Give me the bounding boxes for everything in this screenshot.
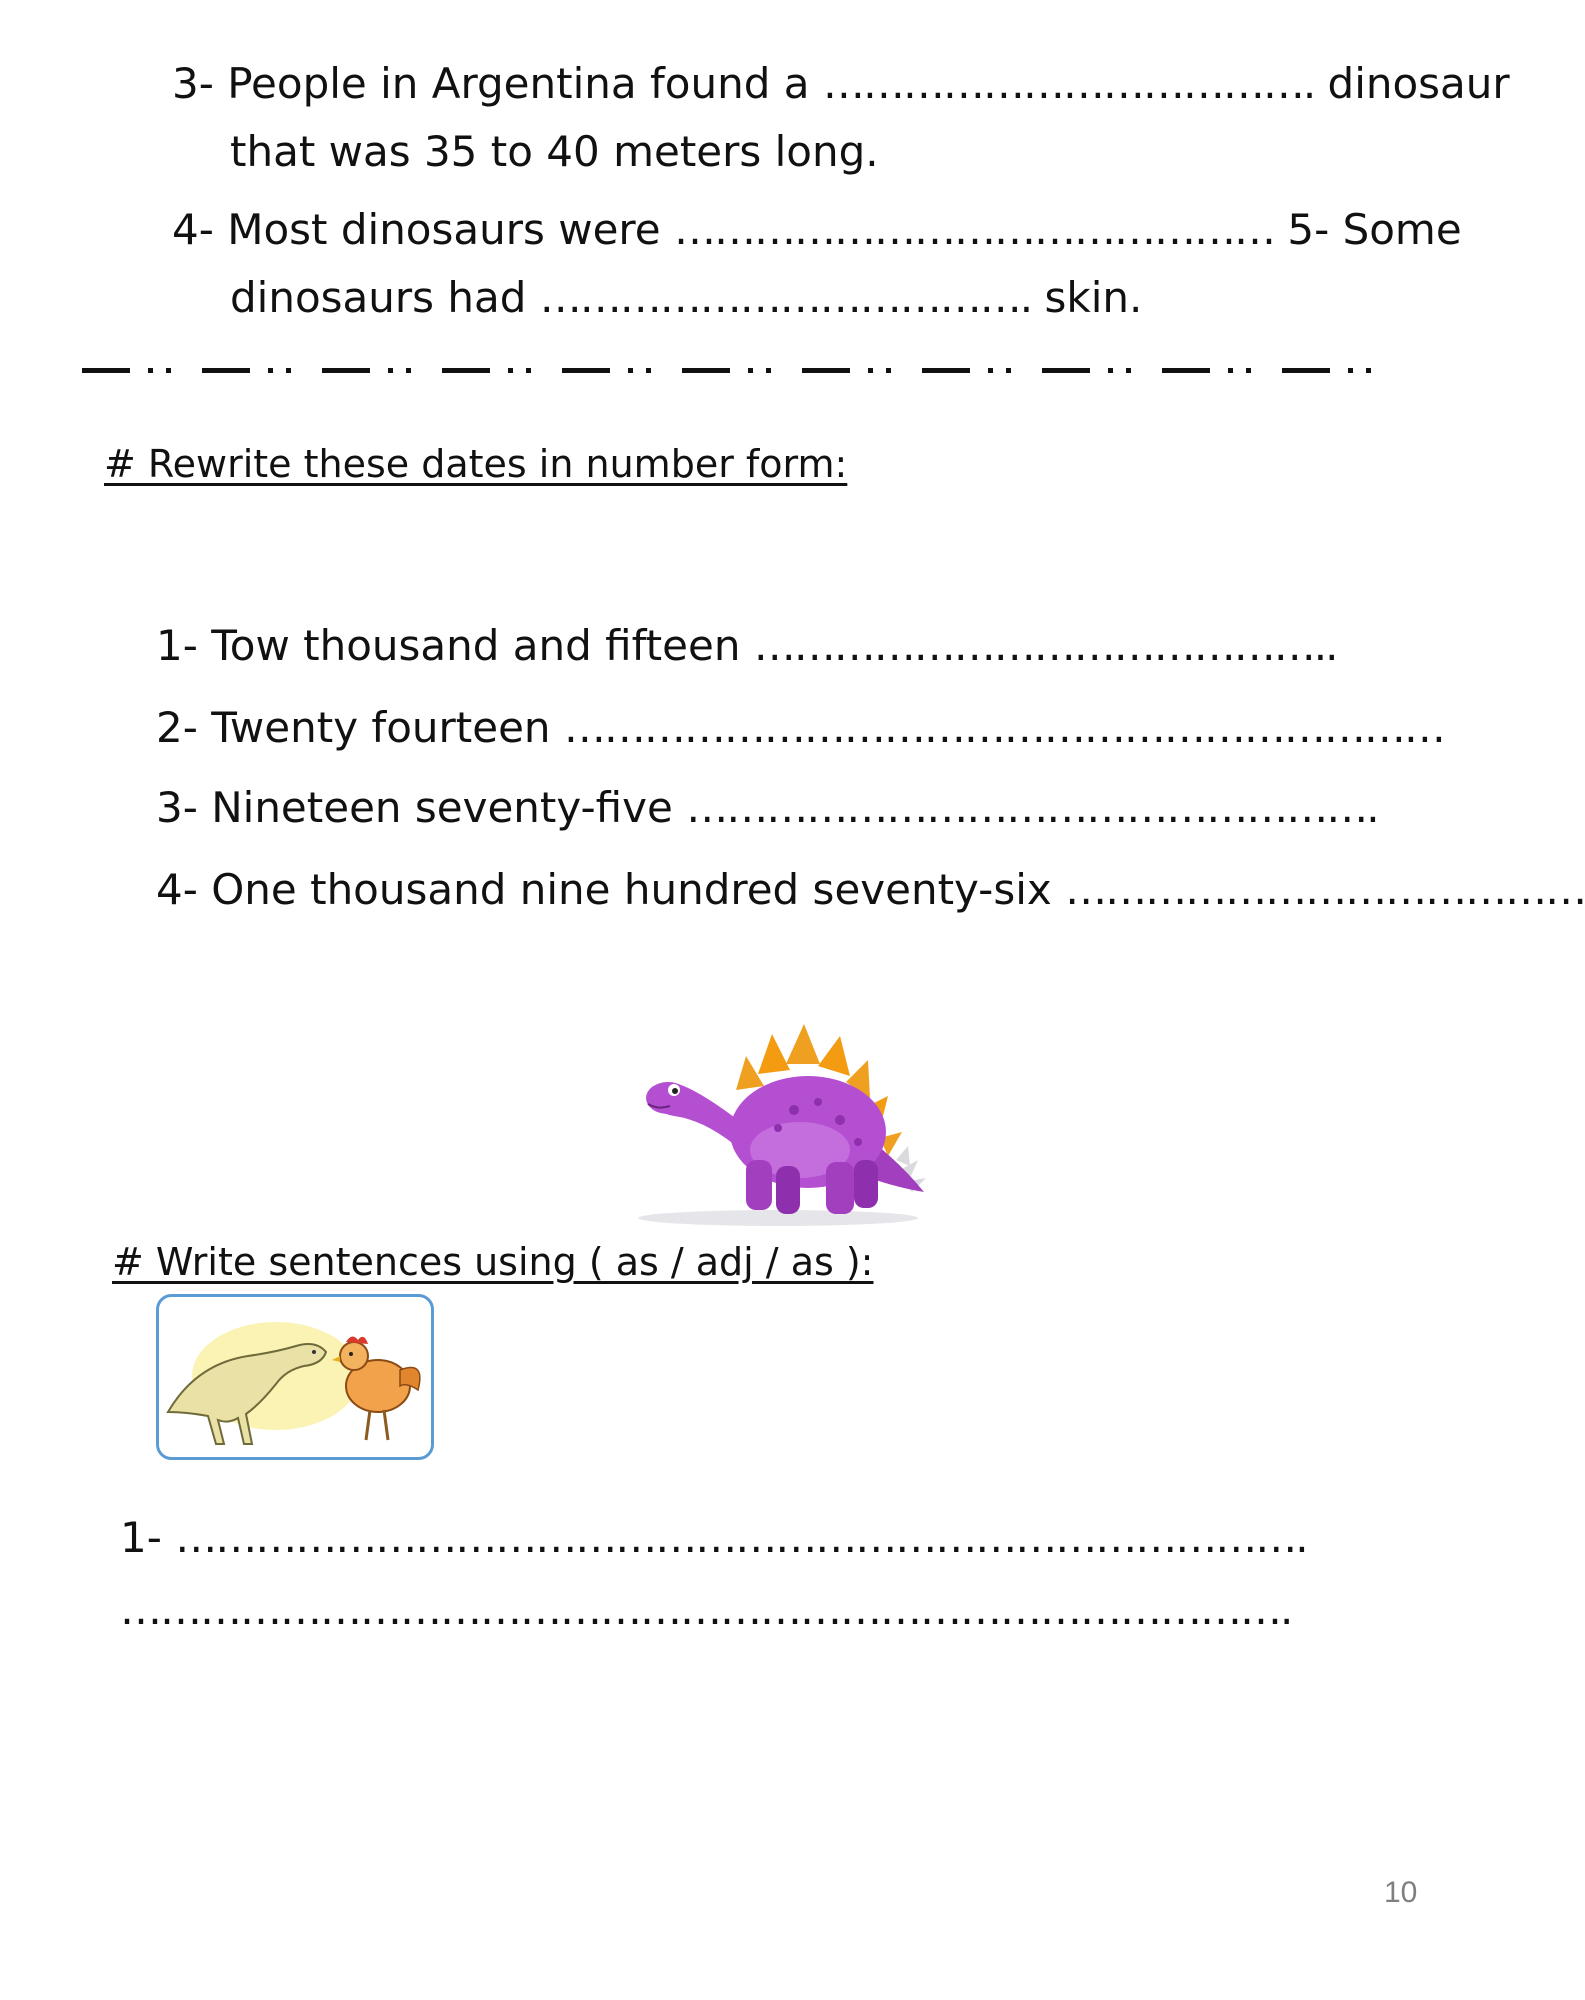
date-item-3 (156, 778, 1378, 838)
date-item-4 (156, 860, 1585, 920)
q5-start: 5- Some (1287, 205, 1462, 254)
date-item-text: 4- One thousand nine hundred seventy-six (156, 865, 1052, 914)
date-item-text: 3- Nineteen seventy-five (156, 783, 673, 832)
date-item-text: 2- Twenty fourteen (156, 703, 551, 752)
date-item-text: 1- Tow thousand and fifteen (156, 621, 741, 670)
sentence-answer-blank-2[interactable]: ……………………………………………………………………………. (120, 1585, 1292, 1634)
q3-blank[interactable]: ………………………………. (822, 59, 1315, 108)
q4-prefix: 4- Most dinosaurs were (172, 205, 661, 254)
sentence-item-1-line2 (120, 1580, 1291, 1640)
q3-line2: that was 35 to 40 meters long. (230, 127, 879, 176)
date-item-2 (156, 698, 1444, 758)
sentence-answer-blank[interactable]: …………………………………………………………………………. (175, 1513, 1307, 1562)
q5-suffix: skin. (1044, 273, 1143, 322)
dinosaur-chicken-picture (156, 1294, 434, 1460)
sentence-item-number: 1- (120, 1513, 162, 1562)
q4-line (172, 200, 1462, 260)
date-answer-blank[interactable]: ………………………………… (1065, 865, 1585, 914)
q3-prefix: 3- People in Argentina found a (172, 59, 810, 108)
q5-prefix: dinosaurs had (230, 273, 527, 322)
q3-line1 (172, 54, 1510, 114)
q5-blank[interactable]: ………………………………. (539, 273, 1032, 322)
date-item-1 (156, 616, 1337, 676)
stegosaurus-illustration (618, 1010, 938, 1230)
date-answer-blank[interactable]: ………………………………………………………… (563, 703, 1444, 752)
sentence-item-1 (120, 1508, 1307, 1568)
date-answer-blank[interactable]: ……………………………………………. (686, 783, 1378, 832)
dash-dot-divider (82, 362, 1392, 378)
q5-line (230, 268, 1142, 328)
dates-heading: # Rewrite these dates in number form: (104, 442, 848, 486)
q4-blank[interactable]: ……………………………………… (673, 205, 1274, 254)
date-answer-blank[interactable]: …………………………………….. (753, 621, 1337, 670)
q3-suffix: dinosaur (1327, 59, 1510, 108)
page-number: 10 (1384, 1876, 1418, 1909)
sentences-heading: # Write sentences using ( as / adj / as ): (112, 1240, 874, 1284)
